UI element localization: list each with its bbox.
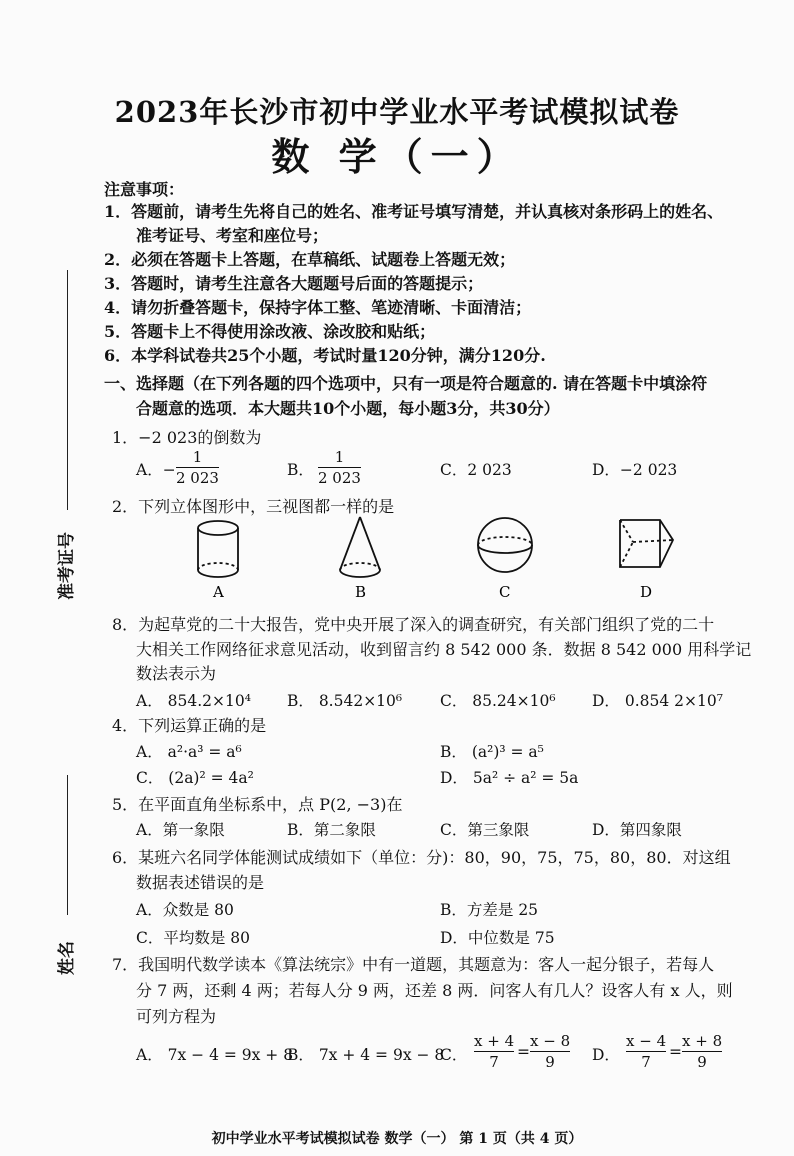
question-3-stem-cont: 数法表示为	[136, 664, 217, 683]
option-c: C． (2a)² = 4a²	[136, 769, 254, 787]
fraction-denominator: 9	[697, 1053, 707, 1071]
question-7-stem-cont: 可列方程为	[136, 1007, 217, 1026]
fraction-numerator: x − 8	[530, 1032, 571, 1050]
fraction-bar	[474, 1051, 514, 1052]
option-b-fraction	[318, 448, 361, 487]
fraction-bar	[626, 1051, 666, 1052]
question-3-stem: 8．为起草党的二十大报告，党中央开展了深入的调查研究，有关部门组织了党的二十	[112, 615, 715, 634]
fraction-numerator: x − 4	[626, 1032, 667, 1050]
option-b: B． (a²)³ = a⁵	[440, 743, 544, 761]
notice-item: 5．答题卡上不得使用涂改液、涂改胶和贴纸；	[104, 322, 436, 341]
option-c-left-fraction	[474, 1032, 514, 1071]
fraction-denominator: 9	[545, 1053, 555, 1071]
exam-number-line	[67, 270, 68, 510]
option-b-label: B．	[287, 461, 314, 479]
question-2-stem: 2．下列立体图形中，三视图都一样的是	[112, 497, 395, 516]
question-4-stem: 4．下列运算正确的是	[112, 716, 267, 735]
option-d: D． 5a² ÷ a² = 5a	[440, 769, 579, 787]
fraction-bar	[176, 467, 219, 468]
fraction-denominator: 7	[489, 1053, 499, 1071]
option-a: A． a²·a³ = a⁶	[136, 743, 242, 761]
option-d-right-fraction	[682, 1032, 722, 1071]
cone-icon	[340, 517, 380, 577]
question-1-stem: 1．−2 023的倒数为	[112, 428, 262, 447]
section-heading-cont: 合题意的选项．本大题共10个小题，每小题3分，共30分）	[136, 399, 560, 418]
page-subtitle: 数 学（一）	[271, 134, 523, 179]
name-label: 姓名	[57, 941, 77, 975]
notice-item: 1．答题前，请考生先将自己的姓名、准考证号填写清楚，并认真核对条形码上的姓名、	[104, 202, 724, 221]
option-c-label: C．	[440, 1046, 468, 1064]
fraction-numerator: x + 4	[474, 1032, 515, 1050]
option-b: B． 8.542×10⁶	[287, 692, 403, 710]
notice-item: 6．本学科试卷共25个小题，考试时量120分钟，满分120分.	[104, 346, 546, 365]
option-a: A．众数是 80	[136, 901, 234, 919]
option-b: B．第二象限	[287, 821, 376, 839]
fraction-numerator: x + 8	[682, 1032, 723, 1050]
option-d: D．中位数是 75	[440, 929, 555, 947]
question-7-stem: 7．我国明代数学读本《算法统宗》中有一道题，其题意为：客人一起分银子，若每人	[112, 955, 715, 974]
option-c: C．平均数是 80	[136, 929, 251, 947]
page-title: 2023年长沙市初中学业水平考试模拟试卷	[114, 95, 680, 129]
option-a: A．第一象限	[136, 821, 225, 839]
notice-item: 3．答题时，请考生注意各大题题号后面的答题提示；	[104, 274, 484, 293]
cylinder-icon	[198, 521, 238, 577]
notice-heading: 注意事项：	[104, 180, 185, 199]
prism-icon	[620, 520, 673, 567]
equals-sign: =	[517, 1043, 530, 1061]
fraction-numerator: 1	[192, 448, 203, 466]
option-b: B．方差是 25	[440, 901, 539, 919]
option-d: D．第四象限	[592, 821, 682, 839]
section-heading: 一、选择题（在下列各题的四个选项中，只有一项是符合题意的. 请在答题卡中填涂符	[104, 374, 708, 393]
fraction-bar	[530, 1051, 570, 1052]
fraction-bar	[318, 467, 361, 468]
option-c: C． 85.24×10⁶	[440, 692, 556, 710]
option-d-label: D．	[592, 1046, 620, 1064]
page-footer: 初中学业水平考试模拟试卷 数学（一） 第 1 页（共 4 页）	[211, 1131, 583, 1147]
solid-figures	[170, 512, 690, 602]
option-d: D．−2 023	[592, 461, 678, 479]
option-d-left-fraction	[626, 1032, 666, 1071]
name-line	[67, 775, 68, 915]
option-c-right-fraction	[530, 1032, 570, 1071]
equals-sign: =	[669, 1043, 682, 1061]
question-7-stem-cont: 分 7 两，还剩 4 两；若每人分 9 两，还差 8 两．问客人有几人？设客人有 x 人，则	[136, 981, 733, 1000]
notice-item: 2．必须在答题卡上答题，在草稿纸、试题卷上答题无效；	[104, 250, 516, 269]
figure-label: D	[640, 583, 653, 601]
notice-item: 4．请勿折叠答题卡，保持字体工整、笔迹清晰、卡面清洁；	[104, 298, 532, 317]
figure-label: C	[499, 583, 511, 601]
exam-number-label: 准考证号	[57, 532, 77, 600]
question-5-stem: 5．在平面直角坐标系中，点 P(2, −3)在	[112, 795, 403, 814]
fraction-numerator: 1	[334, 448, 345, 466]
notice-item: 准考证号、考室和座位号；	[136, 226, 329, 245]
fraction-bar	[682, 1051, 722, 1052]
question-6-stem: 6．某班六名同学体能测试成绩如下（单位：分)：80，90，75，75，80，80．对这组	[112, 848, 731, 867]
figure-label: A	[213, 583, 224, 601]
fraction-denominator: 2 023	[176, 469, 219, 487]
option-a-label: A．−	[136, 461, 176, 479]
figure-label: B	[355, 583, 367, 601]
option-a-fraction	[176, 448, 219, 487]
option-b: B． 7x + 4 = 9x − 8	[287, 1046, 445, 1064]
option-c: C．第三象限	[440, 821, 530, 839]
fraction-denominator: 7	[641, 1053, 651, 1071]
option-d: D． 0.854 2×10⁷	[592, 692, 723, 710]
option-a: A． 7x − 4 = 9x + 8	[136, 1046, 294, 1064]
option-a: A． 854.2×10⁴	[136, 692, 251, 710]
option-c: C．2 023	[440, 461, 512, 479]
question-3-stem-cont: 大相关工作网络征求意见活动，收到留言约 8 542 000 条．数据 8 542 000 用科学记	[136, 640, 752, 659]
fraction-denominator: 2 023	[318, 469, 361, 487]
question-6-stem-cont: 数据表述错误的是	[136, 873, 265, 892]
sphere-icon	[478, 518, 532, 572]
